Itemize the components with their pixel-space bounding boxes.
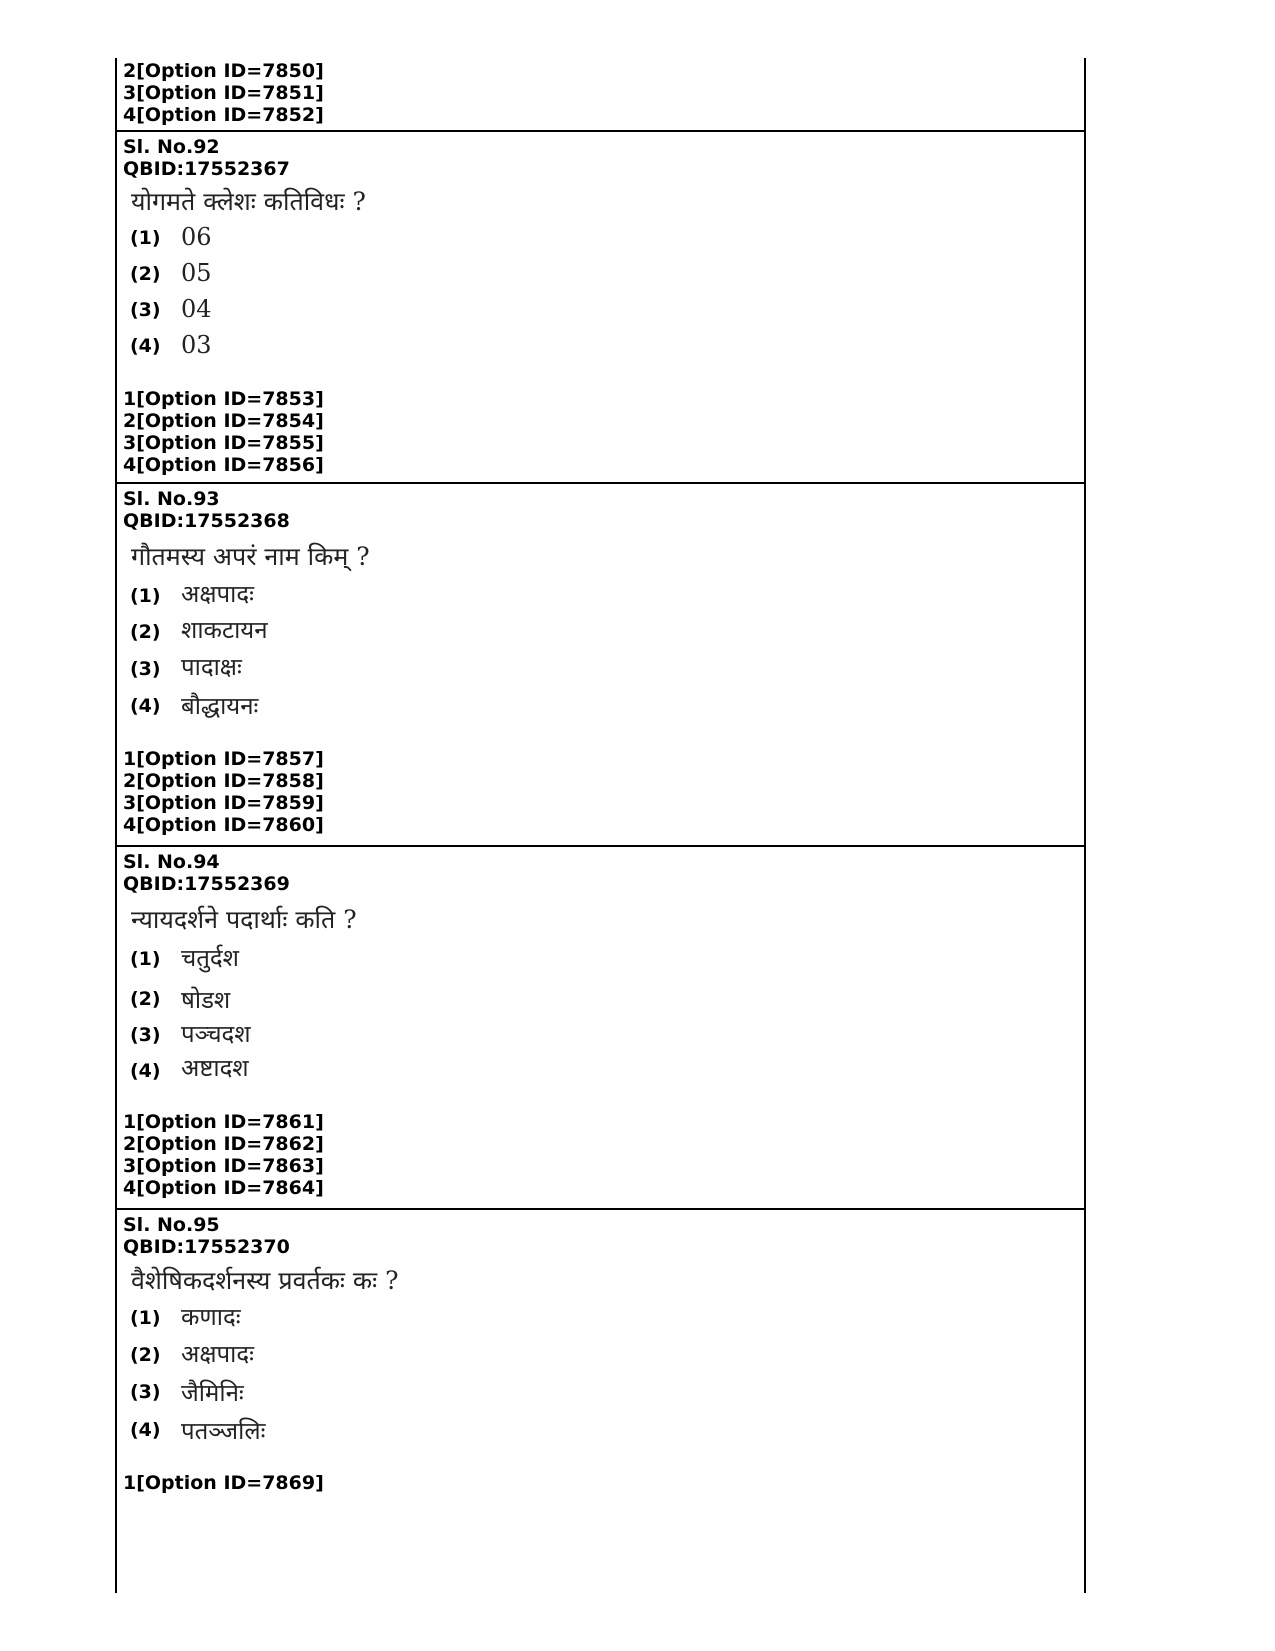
option-number: (1): [130, 227, 161, 249]
option-number: (1): [130, 585, 161, 607]
qbid: QBID:17552370: [123, 1236, 290, 1258]
option-text: 05: [181, 259, 212, 287]
option-number: (4): [130, 1419, 161, 1441]
serial-number: Sl. No.93: [123, 488, 220, 510]
option-number: (2): [130, 621, 161, 643]
option-number: (1): [130, 1307, 161, 1329]
option-id-line: 3[Option ID=7863]: [123, 1155, 324, 1177]
option-number: (4): [130, 695, 161, 717]
option-number: (3): [130, 299, 161, 321]
option-id-line: 1[Option ID=7853]: [123, 388, 324, 410]
serial-number: Sl. No.94: [123, 851, 220, 873]
question-block-92: [117, 132, 1084, 484]
question-text: वैशेषिकदर्शनस्य प्रवर्तकः कः ?: [131, 1266, 399, 1295]
option-id-line: 4[Option ID=7864]: [123, 1177, 324, 1199]
option-number: (1): [130, 948, 161, 970]
option-number: (2): [130, 988, 161, 1010]
question-sheet: [115, 58, 1086, 1593]
question-text: योगमते क्लेशः कतिविधः ?: [131, 187, 366, 216]
option-text: अक्षपादः: [181, 1340, 254, 1368]
option-text: चतुर्दश: [181, 944, 239, 972]
option-number: (2): [130, 263, 161, 285]
option-id-line: 3[Option ID=7859]: [123, 792, 324, 814]
option-id-line: 2[Option ID=7858]: [123, 770, 324, 792]
option-id-line: 3[Option ID=7855]: [123, 432, 324, 454]
option-id-line: 4[Option ID=7860]: [123, 814, 324, 836]
option-id-line: 2[Option ID=7854]: [123, 410, 324, 432]
option-id-line: 2[Option ID=7862]: [123, 1133, 324, 1155]
qbid: QBID:17552368: [123, 510, 290, 532]
option-number: (3): [130, 1024, 161, 1046]
option-text: षोडश: [181, 986, 231, 1014]
question-block-95: [117, 1210, 1084, 1593]
serial-number: Sl. No.92: [123, 136, 220, 158]
option-text: 06: [181, 223, 212, 251]
option-text: अक्षपादः: [181, 580, 254, 608]
serial-number: Sl. No.95: [123, 1214, 220, 1236]
option-text: अष्टादश: [181, 1054, 249, 1082]
option-id-line: 1[Option ID=7861]: [123, 1111, 324, 1133]
option-text: शाकटायन: [181, 616, 268, 644]
option-id-line: 2[Option ID=7850]: [123, 60, 324, 82]
option-id-line: 1[Option ID=7857]: [123, 748, 324, 770]
option-id-line: 3[Option ID=7851]: [123, 82, 324, 104]
option-text: पतञ्जलिः: [181, 1417, 266, 1445]
option-id-line: 4[Option ID=7856]: [123, 454, 324, 476]
option-number: (2): [130, 1344, 161, 1366]
question-text: गौतमस्य अपरं नाम किम् ?: [131, 542, 370, 571]
qbid: QBID:17552367: [123, 158, 290, 180]
qbid: QBID:17552369: [123, 873, 290, 895]
option-text: बौद्धायनः: [181, 692, 259, 720]
option-text: पञ्चदश: [181, 1020, 251, 1048]
option-text: 04: [181, 295, 212, 323]
question-block-fragment: [117, 58, 1084, 132]
option-number: (4): [130, 335, 161, 357]
option-number: (3): [130, 658, 161, 680]
option-number: (4): [130, 1060, 161, 1082]
question-block-94: [117, 847, 1084, 1210]
question-text: न्यायदर्शने पदार्थाः कति ?: [131, 905, 357, 934]
option-text: पादाक्षः: [181, 653, 242, 681]
question-block-93: [117, 484, 1084, 847]
option-id-line: 4[Option ID=7852]: [123, 104, 324, 126]
option-text: कणादः: [181, 1303, 241, 1331]
option-id-line: 1[Option ID=7869]: [123, 1472, 324, 1494]
option-text: 03: [181, 331, 212, 359]
option-number: (3): [130, 1381, 161, 1403]
option-text: जैमिनिः: [181, 1379, 244, 1407]
